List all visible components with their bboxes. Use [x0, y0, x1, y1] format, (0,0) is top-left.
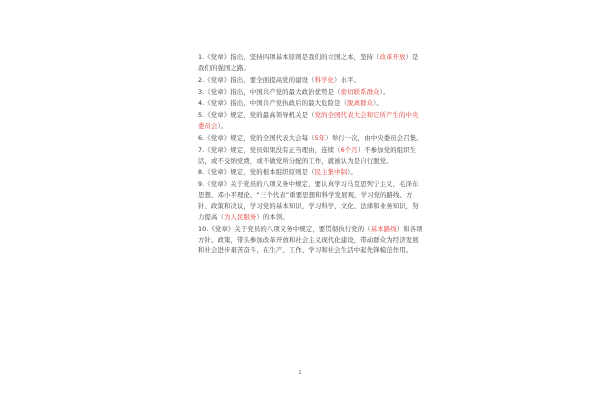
question-item [198, 110, 424, 132]
answer-text: 科学化 [314, 75, 335, 84]
question-text: 7.《党章》规定，党员如果没有正当理由，连续（ [198, 145, 341, 154]
question-text: ）。 [373, 99, 383, 108]
question-item [198, 179, 424, 223]
answer-text: 基本路线 [370, 224, 397, 233]
question-item [198, 75, 424, 86]
question-item [198, 98, 424, 109]
answer-text: 密切联系群众 [340, 87, 380, 96]
question-text: 4.《党章》指出，中国共产党执政后的最大危险是（ [198, 99, 348, 108]
question-text: 5.《党章》规定，党的最高领导机关是（ [198, 111, 315, 120]
question-text: ）。 [379, 87, 390, 96]
answer-text: 党的全国代表大会和它所产生的中央委员会 [198, 111, 419, 130]
question-text: 3.《党章》指出，中国共产党的最大政治优势是（ [198, 87, 341, 96]
question-list [198, 52, 424, 257]
question-text: 6.《党章》规定，党的全国代表大会每（ [198, 133, 315, 142]
question-item [198, 133, 424, 144]
question-text: 1.《党章》指出，坚持四项基本原则是我们的立国之本，坚持（ [198, 53, 380, 61]
question-text: 10.《党章》关于党员的八项义务中规定，要贯彻执行党的（ [198, 224, 371, 233]
question-text: ）的本领。 [256, 212, 289, 221]
question-text: ）举行一次，由中央委员会召集。 [325, 133, 423, 142]
answer-text: 6个月 [340, 145, 358, 154]
question-item [198, 87, 424, 98]
question-item [198, 167, 424, 178]
question-text: ）不参加党的组织生活，或不交纳党费，或不做党所分配的工作，就被认为是自行脱党。 [198, 145, 417, 165]
page-number: 1 [298, 370, 302, 376]
answer-text: 5年 [314, 133, 326, 142]
question-text: ）是我们的强国之路。 [198, 53, 419, 72]
answer-text: 脱离群众 [347, 99, 374, 108]
answer-text: 民主集中制 [314, 168, 348, 177]
question-text: 8.《党章》规定，党的根本组织原则是（ [198, 168, 315, 177]
question-text: ）和各项方针、政策，带头参加改革开放和社会主义现代化建设，带动群众为经济发展和社会进步艰苦奋斗，在生产、工作、学习和社会生活中起先锋模范作用。 [198, 224, 423, 255]
answer-text: 改革开放 [379, 53, 406, 61]
question-text: ）水平。 [334, 75, 361, 84]
question-text: ）。 [347, 168, 357, 177]
question-item [198, 145, 424, 167]
question-item [198, 224, 424, 257]
answer-text: 为人民服务 [223, 212, 257, 221]
question-text: 9.《党章》关于党员的八项义务中规定，要认真学习马克思列宁主义、毛泽东思想、邓小平理论、“三个代表”重要思想和科学发展观，学习党的路线、方针、政策和决议，学习党的基本知识，学习科学、文化、法律和业务知识，努力提高（ [198, 180, 419, 221]
question-text: 2.《党章》指出，要全面提高党的建设（ [198, 75, 315, 84]
question-item [198, 52, 424, 74]
question-text: ）。 [217, 122, 228, 130]
